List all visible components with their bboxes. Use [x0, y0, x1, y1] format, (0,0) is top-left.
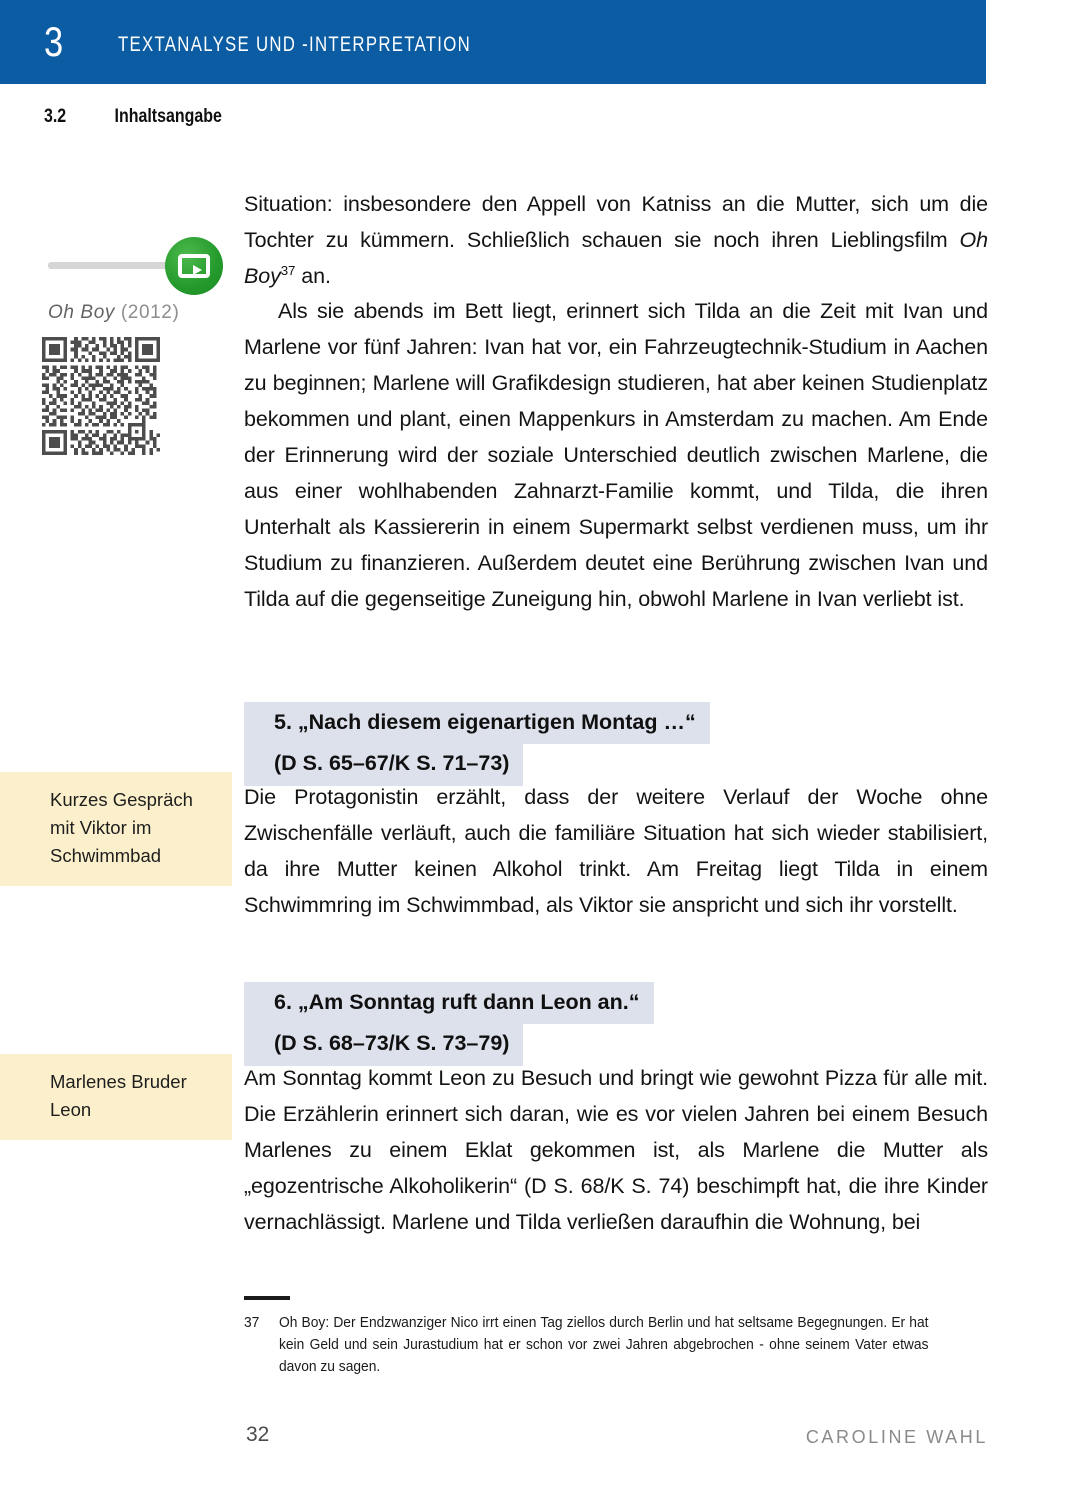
page-number: 32 [246, 1423, 270, 1446]
section-heading-5-line2: (D S. 65–67/K S. 71–73) [244, 744, 523, 786]
footnote-marker[interactable]: 37 [280, 262, 296, 278]
media-caption [48, 300, 179, 325]
section-heading-6-line1: 6. „Am Sonntag ruft dann Leon an.“ [244, 982, 654, 1024]
paragraph-4: Am Sonntag kommt Leon zu Besuch und bringt wie gewohnt Pizza für alle mit. Die Erzählerin erinnert sich daran, wie es vor vielen Jahren bei einem Besuch Marlenes zu einem Eklat gekommen ist, als Marlene die Mutter als „egozentrische Alkoholikerin“ (D S. 68/K S. 74) beschimpft hat, die ihre Kinder vernachlässigt. Marlene und Tilda verließen daraufhin die Wohnung, bei [244, 1066, 988, 1234]
film-title-italic: Oh Boy [244, 228, 988, 288]
section-heading-5 [244, 702, 988, 786]
footnote [244, 1312, 928, 1378]
footnote-number: 37 [244, 1314, 260, 1331]
margin-note-1: Kurzes Gespräch mit Viktor im Schwimmbad [0, 772, 232, 886]
play-button-icon[interactable] [165, 237, 223, 295]
play-triangle-icon [193, 265, 202, 275]
paragraph-1-text: Situation: insbesondere den Appell von Katniss an die Mutter, sich um die Tochter zu kümmern. Schließlich schauen sie noch ihren Lieblingsfilm [244, 192, 988, 252]
subsection-number: 3.2 [44, 106, 67, 127]
paragraph-3: Die Protagonistin erzählt, dass der weitere Verlauf der Woche ohne Zwischenfälle verläuft, auch die familiäre Situation hat sich wieder stabilisiert, da ihre Mutter keinen Alkohol trinkt. Am Freitag liegt Tilda in einem Schwimmring im Schwimmbad, als Viktor sie anspricht und sich ihr vorstellt. [244, 785, 988, 917]
section-heading-6 [244, 982, 988, 1066]
media-caption-title: Oh Boy [48, 302, 115, 323]
footnote-rule [244, 1296, 290, 1300]
play-frame-icon [178, 254, 210, 278]
chapter-title: TEXTANALYSE UND -INTERPRETATION [118, 33, 471, 56]
running-head: CAROLINE WAHL [805, 1427, 988, 1447]
paragraph-1 [244, 186, 988, 294]
footnote-text: Oh Boy: Der Endzwanziger Nico irrt einen Tag ziellos durch Berlin und hat seltsame Begegnungen. Er hat kein Geld und sein Jurastudium hat er schon vor zwei Jahren abgebrochen - ohne seinem Vater etwas davon zu sagen. [278, 1314, 929, 1375]
section-heading-5-line1: 5. „Nach diesem eigenartigen Montag …“ [244, 702, 710, 744]
paragraph-1-tail: an. [295, 264, 331, 288]
section-heading-6-line2: (D S. 68–73/K S. 73–79) [244, 1024, 523, 1066]
subsection-heading [44, 104, 222, 130]
qr-code[interactable] [42, 337, 160, 455]
chapter-number: 3 [44, 18, 64, 65]
subsection-title: Inhaltsangabe [114, 106, 222, 127]
paragraph-2: Als sie abends im Bett liegt, erinnert sich Tilda an die Zeit mit Ivan und Marlene vor fünf Jahren: Ivan hat vor, ein Fahrzeugtechnik-Studium in Aachen zu beginnen; Marlene will Grafikdesign studieren, hat aber keinen Studienplatz bekommen und plant, einen Mappenkurs in Amsterdam zu machen. Am Ende der Erinnerung wird der soziale Unterschied deutlich zwischen Marlene, die aus einer wohlhabenden Zahnarzt-Familie kommt, und Tilda, die ihren Unterhalt als Kassiererin in einem Supermarkt selbst verdienen muss, um ihr Studium zu finanzieren. Außerdem deutet eine Berührung zwischen Ivan und Tilda auf die gegenseitige Zuneigung hin, obwohl Marlene in Ivan verliebt ist. [244, 299, 988, 611]
margin-note-2: Marlenes Bruder Leon [0, 1054, 232, 1140]
chapter-banner [0, 0, 986, 84]
media-caption-year: (2012) [120, 302, 180, 323]
